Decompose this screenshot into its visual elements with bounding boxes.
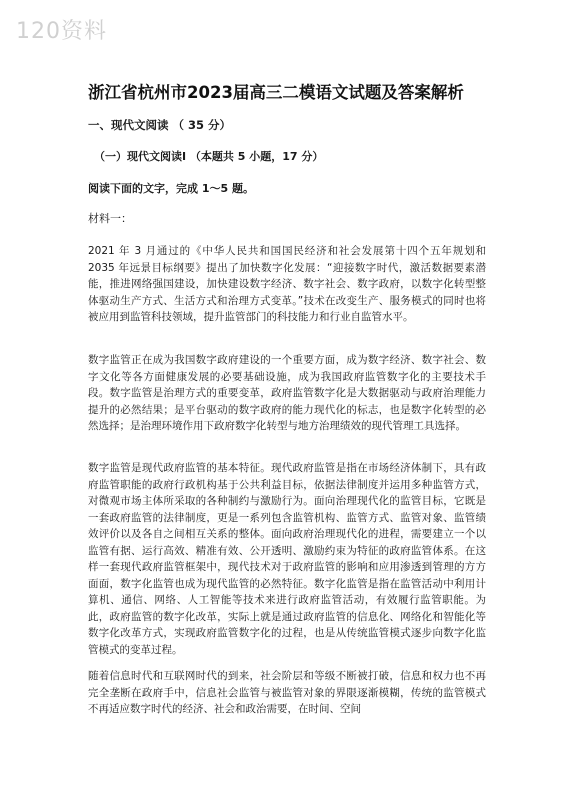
paragraph-2: 数字监管正在成为我国数字政府建设的一个重要方面，成为数字经济、数字社会、数字文化等各方面健康发展的必要基础设施，成为我国政府监管数字化的主要技术手段。数字监管是治理方式的重要变革，政府监管数字化是大数据驱动与政府治理能力提升的必然结果；是平台驱动的数字政府的能力现代化的标志，也是数字化转型的必然选择；是治理环境作用下政府数字化转型与地方治理绩效的现代管理工具选择。 xyxy=(88,354,486,432)
section-heading: 一、现代文阅读 （ 35 分） xyxy=(88,118,232,132)
subsection-heading: （一）现代文阅读Ⅰ （本题共 5 小题，17 分） xyxy=(94,150,324,163)
paragraph-4: 随着信息时代和互联网时代的到来，社会阶层和等级不断被打破，信息和权力也不再完全垄断在政府手中，信息社会监管与被监管对象的界限逐渐模糊，传统的监管模式不再适应数字时代的经济、社会和政治需要，在时间、空间 xyxy=(88,670,486,715)
document-title: 浙江省杭州市2023届高三二模语文试题及答案解析 xyxy=(88,83,464,102)
paragraph-1: 2021 年 3 月通过的《中华人民共和国国民经济和社会发展第十四个五年规划和 2035 年远景目标纲要》提出了加快数字化发展：“迎接数字时代，激活数据要素潜能，推进网络强国建设，加快建设数字经济、数字社会、数字政府，以数字化转型整体驱动生产方式、生活方式和治理方式变革。”技术在改变生产、服务模式的同时也将被应用到监管科技领域，提升监管部门的科技能力和行业自监管水平。 xyxy=(88,245,486,323)
reading-instruction: 阅读下面的文字，完成 1～5 题。 xyxy=(88,182,254,195)
watermark: 120资料 xyxy=(16,19,107,44)
paragraph-3: 数字监管是现代政府监管的基本特征。现代政府监管是指在市场经济体制下，具有政府监管职能的政府行政机构基于公共利益目标，依据法律制度并运用多种监管方式，对微观市场主体所采取的各种制约与激励行为。面向治理现代化的监管目标，它既是一套政府监管的法律制度，更是一系列包含监管机构、监管方式、监管对象、监管绩效评价以及各自之间相互关系的整体。面向政府治理现代化的进程，需要建立一个以监管有据、运行高效、精准有效、公开透明、激励约束为特征的政府监管体系。在这样一套现代政府监管框架中，现代技术对于政府监管的影响和应用渗透到管理的方方面面，数字化监管也成为现代监管的必然特征。数字化监管是指在监管活动中利用计算机、通信、网络、人工智能等技术来进行政府监管活动，有效履行监管职能。为此，政府监管的数字化改革，实际上就是通过政府监管的信息化、网络化和智能化等数字化改革方式，实现政府监管数字化的过程，也是从传统监管模式逐步向数字化监管模式的变革过程。 xyxy=(88,462,486,656)
material-label: 材料一： xyxy=(88,212,132,225)
